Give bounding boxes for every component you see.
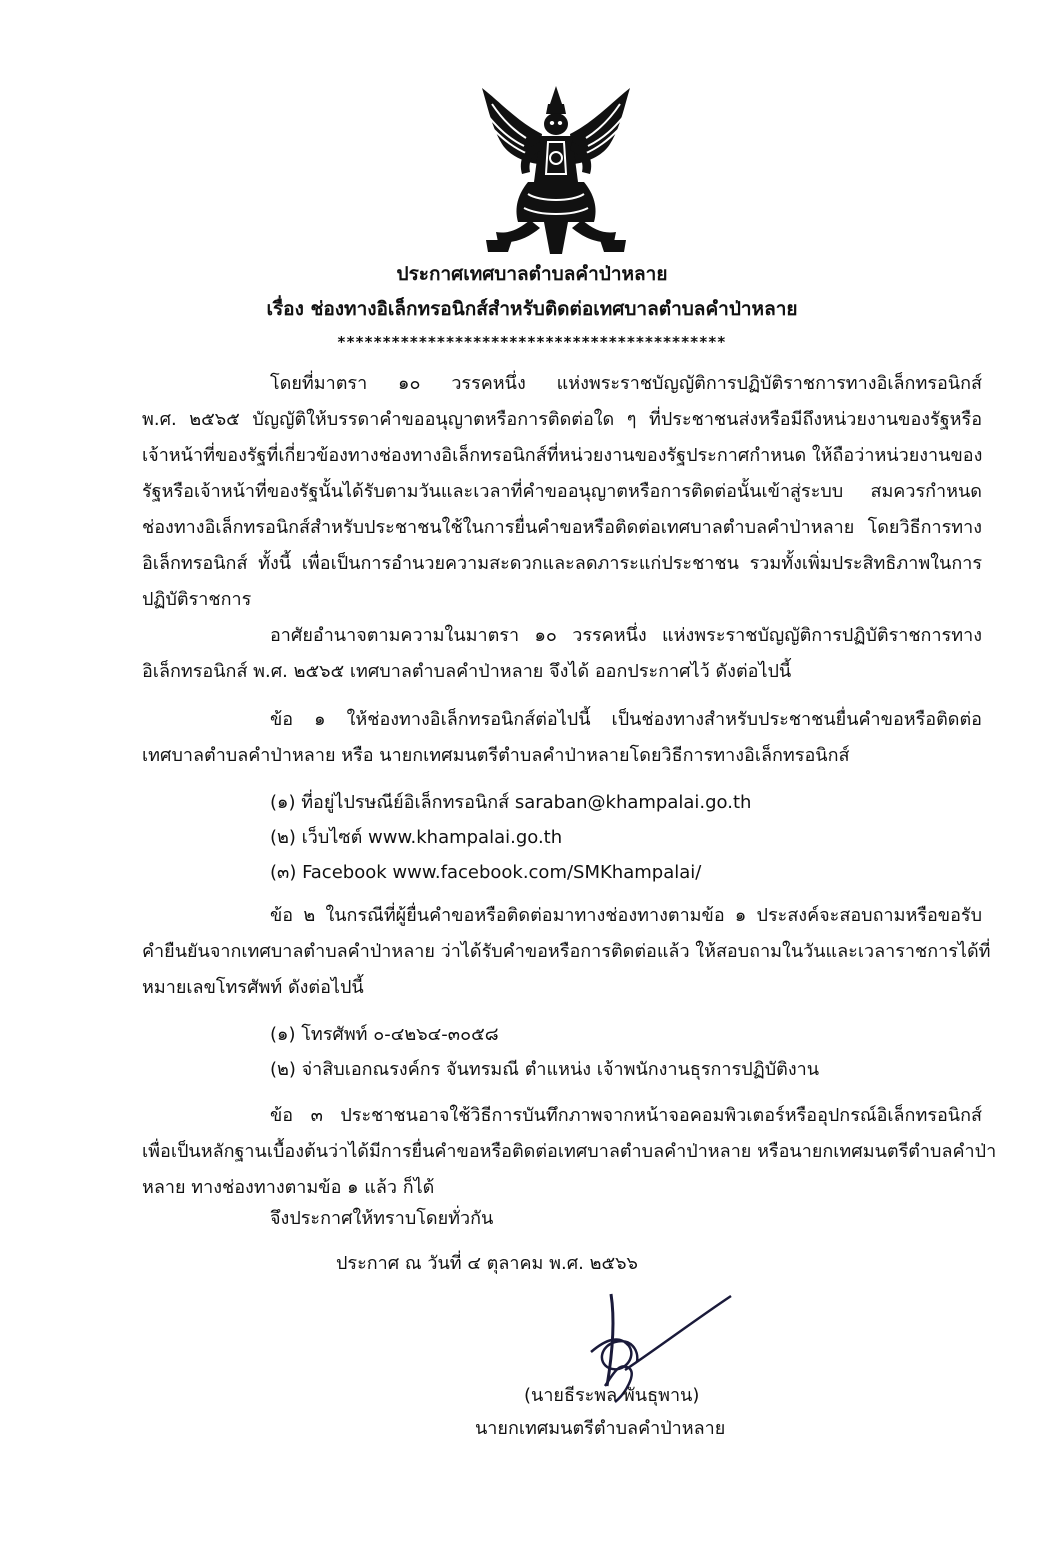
clause-3-line-1: ข้อ ๓ ประชาชนอาจใช้วิธีการบันทึกภาพจากหน้าจอคอมพิวเตอร์หรืออุปกรณ์อิเล็กทรอนิกส์	[270, 1105, 982, 1126]
signatory-name: (นายธีระพล พันธุพาน)	[524, 1385, 700, 1406]
garuda-emblem-icon	[478, 82, 634, 257]
announcement-subject: เรื่อง ช่องทางอิเล็กทรอนิกส์สำหรับติดต่อเทศบาลตำบลคำป่าหลาย	[266, 298, 798, 320]
clause-1-line-1: ข้อ ๑ ให้ช่องทางอิเล็กทรอนิกส์ต่อไปนี้ เป็นช่องทางสำหรับประชาชนยื่นคำขอหรือติดต่อ	[270, 709, 982, 730]
clause-2-line-3: หมายเลขโทรศัพท์ ดังต่อไปนี้	[142, 977, 364, 998]
announcement-title: ประกาศเทศบาลตำบลคำป่าหลาย	[396, 263, 668, 285]
paragraph-1-line-7: ปฏิบัติราชการ	[142, 589, 252, 610]
clause-1-line-2: เทศบาลตำบลคำป่าหลาย หรือ นายกเทศมนตรีตำบลคำป่าหลายโดยวิธีการทางอิเล็กทรอนิกส์	[142, 745, 850, 766]
clause-1-item-email: (๑) ที่อยู่ไปรษณีย์อิเล็กทรอนิกส์ saraban@khampalai.go.th	[270, 792, 752, 813]
clause-2-line-2: คำยืนยันจากเทศบาลตำบลคำป่าหลาย ว่าได้รับคำขอหรือการติดต่อแล้ว ให้สอบถามในวันและเวลาราชการได้ที่	[142, 941, 991, 962]
paragraph-1-line-3: เจ้าหน้าที่ของรัฐที่เกี่ยวข้องทางช่องทางอิเล็กทรอนิกส์ที่หน่วยงานของรัฐประกาศกำหนด ให้ถือว่าหน่วยงานของ	[142, 445, 983, 466]
clause-1-item-website: (๒) เว็บไซต์ www.khampalai.go.th	[270, 827, 563, 848]
clause-2-item-phone: (๑) โทรศัพท์ ๐-๔๒๖๔-๓๐๕๘	[270, 1024, 499, 1045]
announcement-date: ประกาศ ณ วันที่ ๔ ตุลาคม พ.ศ. ๒๕๖๖	[336, 1253, 638, 1274]
paragraph-1-line-2: พ.ศ. ๒๕๖๕ บัญญัติให้บรรดาคำขออนุญาตหรือการติดต่อใด ๆ ที่ประชาชนส่งหรือมีถึงหน่วยงานของรัฐหรือ	[142, 409, 982, 430]
paragraph-1-line-5: ช่องทางอิเล็กทรอนิกส์สำหรับประชาชนใช้ในการยื่นคำขอหรือติดต่อเทศบาลตำบลคำป่าหลาย โดยวิธีการทาง	[142, 517, 982, 538]
signatory-position: นายกเทศมนตรีตำบลคำป่าหลาย	[475, 1418, 726, 1439]
clause-2-line-1: ข้อ ๒ ในกรณีที่ผู้ยื่นคำขอหรือติดต่อมาทางช่องทางตามข้อ ๑ ประสงค์จะสอบถามหรือขอรับ	[270, 905, 982, 926]
paragraph-2-line-2: อิเล็กทรอนิกส์ พ.ศ. ๒๕๖๕ เทศบาลตำบลคำป่าหลาย จึงได้ ออกประกาศไว้ ดังต่อไปนี้	[142, 661, 792, 682]
clause-3-line-3: หลาย ทางช่องทางตามข้อ ๑ แล้ว ก็ได้	[142, 1177, 435, 1198]
paragraph-1-line-4: รัฐหรือเจ้าหน้าที่ของรัฐนั้นได้รับตามวันและเวลาที่คำขออนุญาตหรือการติดต่อนั้นเข้าสู่ระบบ สมควรกำหนด	[142, 481, 982, 502]
clause-1-item-facebook: (๓) Facebook www.facebook.com/SMKhampalai/	[270, 862, 702, 883]
clause-2-item-contact: (๒) จ่าสิบเอกณรงค์กร จันทรมณี ตำแหน่ง เจ้าพนักงานธุรการปฏิบัติงาน	[270, 1059, 820, 1080]
paragraph-1-line-1: โดยที่มาตรา ๑๐ วรรคหนึ่ง แห่งพระราชบัญญัติการปฏิบัติราชการทางอิเล็กทรอนิกส์	[270, 373, 982, 394]
closing-statement: จึงประกาศให้ทราบโดยทั่วกัน	[270, 1208, 494, 1229]
paragraph-1-line-6: อิเล็กทรอนิกส์ ทั้งนี้ เพื่อเป็นการอำนวยความสะดวกและลดภาระแก่ประชาชน รวมทั้งเพิ่มประสิทธิภาพในการ	[142, 553, 982, 574]
separator-line: *******************************************	[337, 333, 727, 351]
paragraph-2-line-1: อาศัยอำนาจตามความในมาตรา ๑๐ วรรคหนึ่ง แห่งพระราชบัญญัติการปฏิบัติราชการทาง	[270, 625, 982, 646]
clause-3-line-2: เพื่อเป็นหลักฐานเบื้องต้นว่าได้มีการยื่นคำขอหรือติดต่อเทศบาลตำบลคำป่าหลาย หรือนายกเทศมนตรีตำบลคำป่า	[142, 1141, 997, 1162]
